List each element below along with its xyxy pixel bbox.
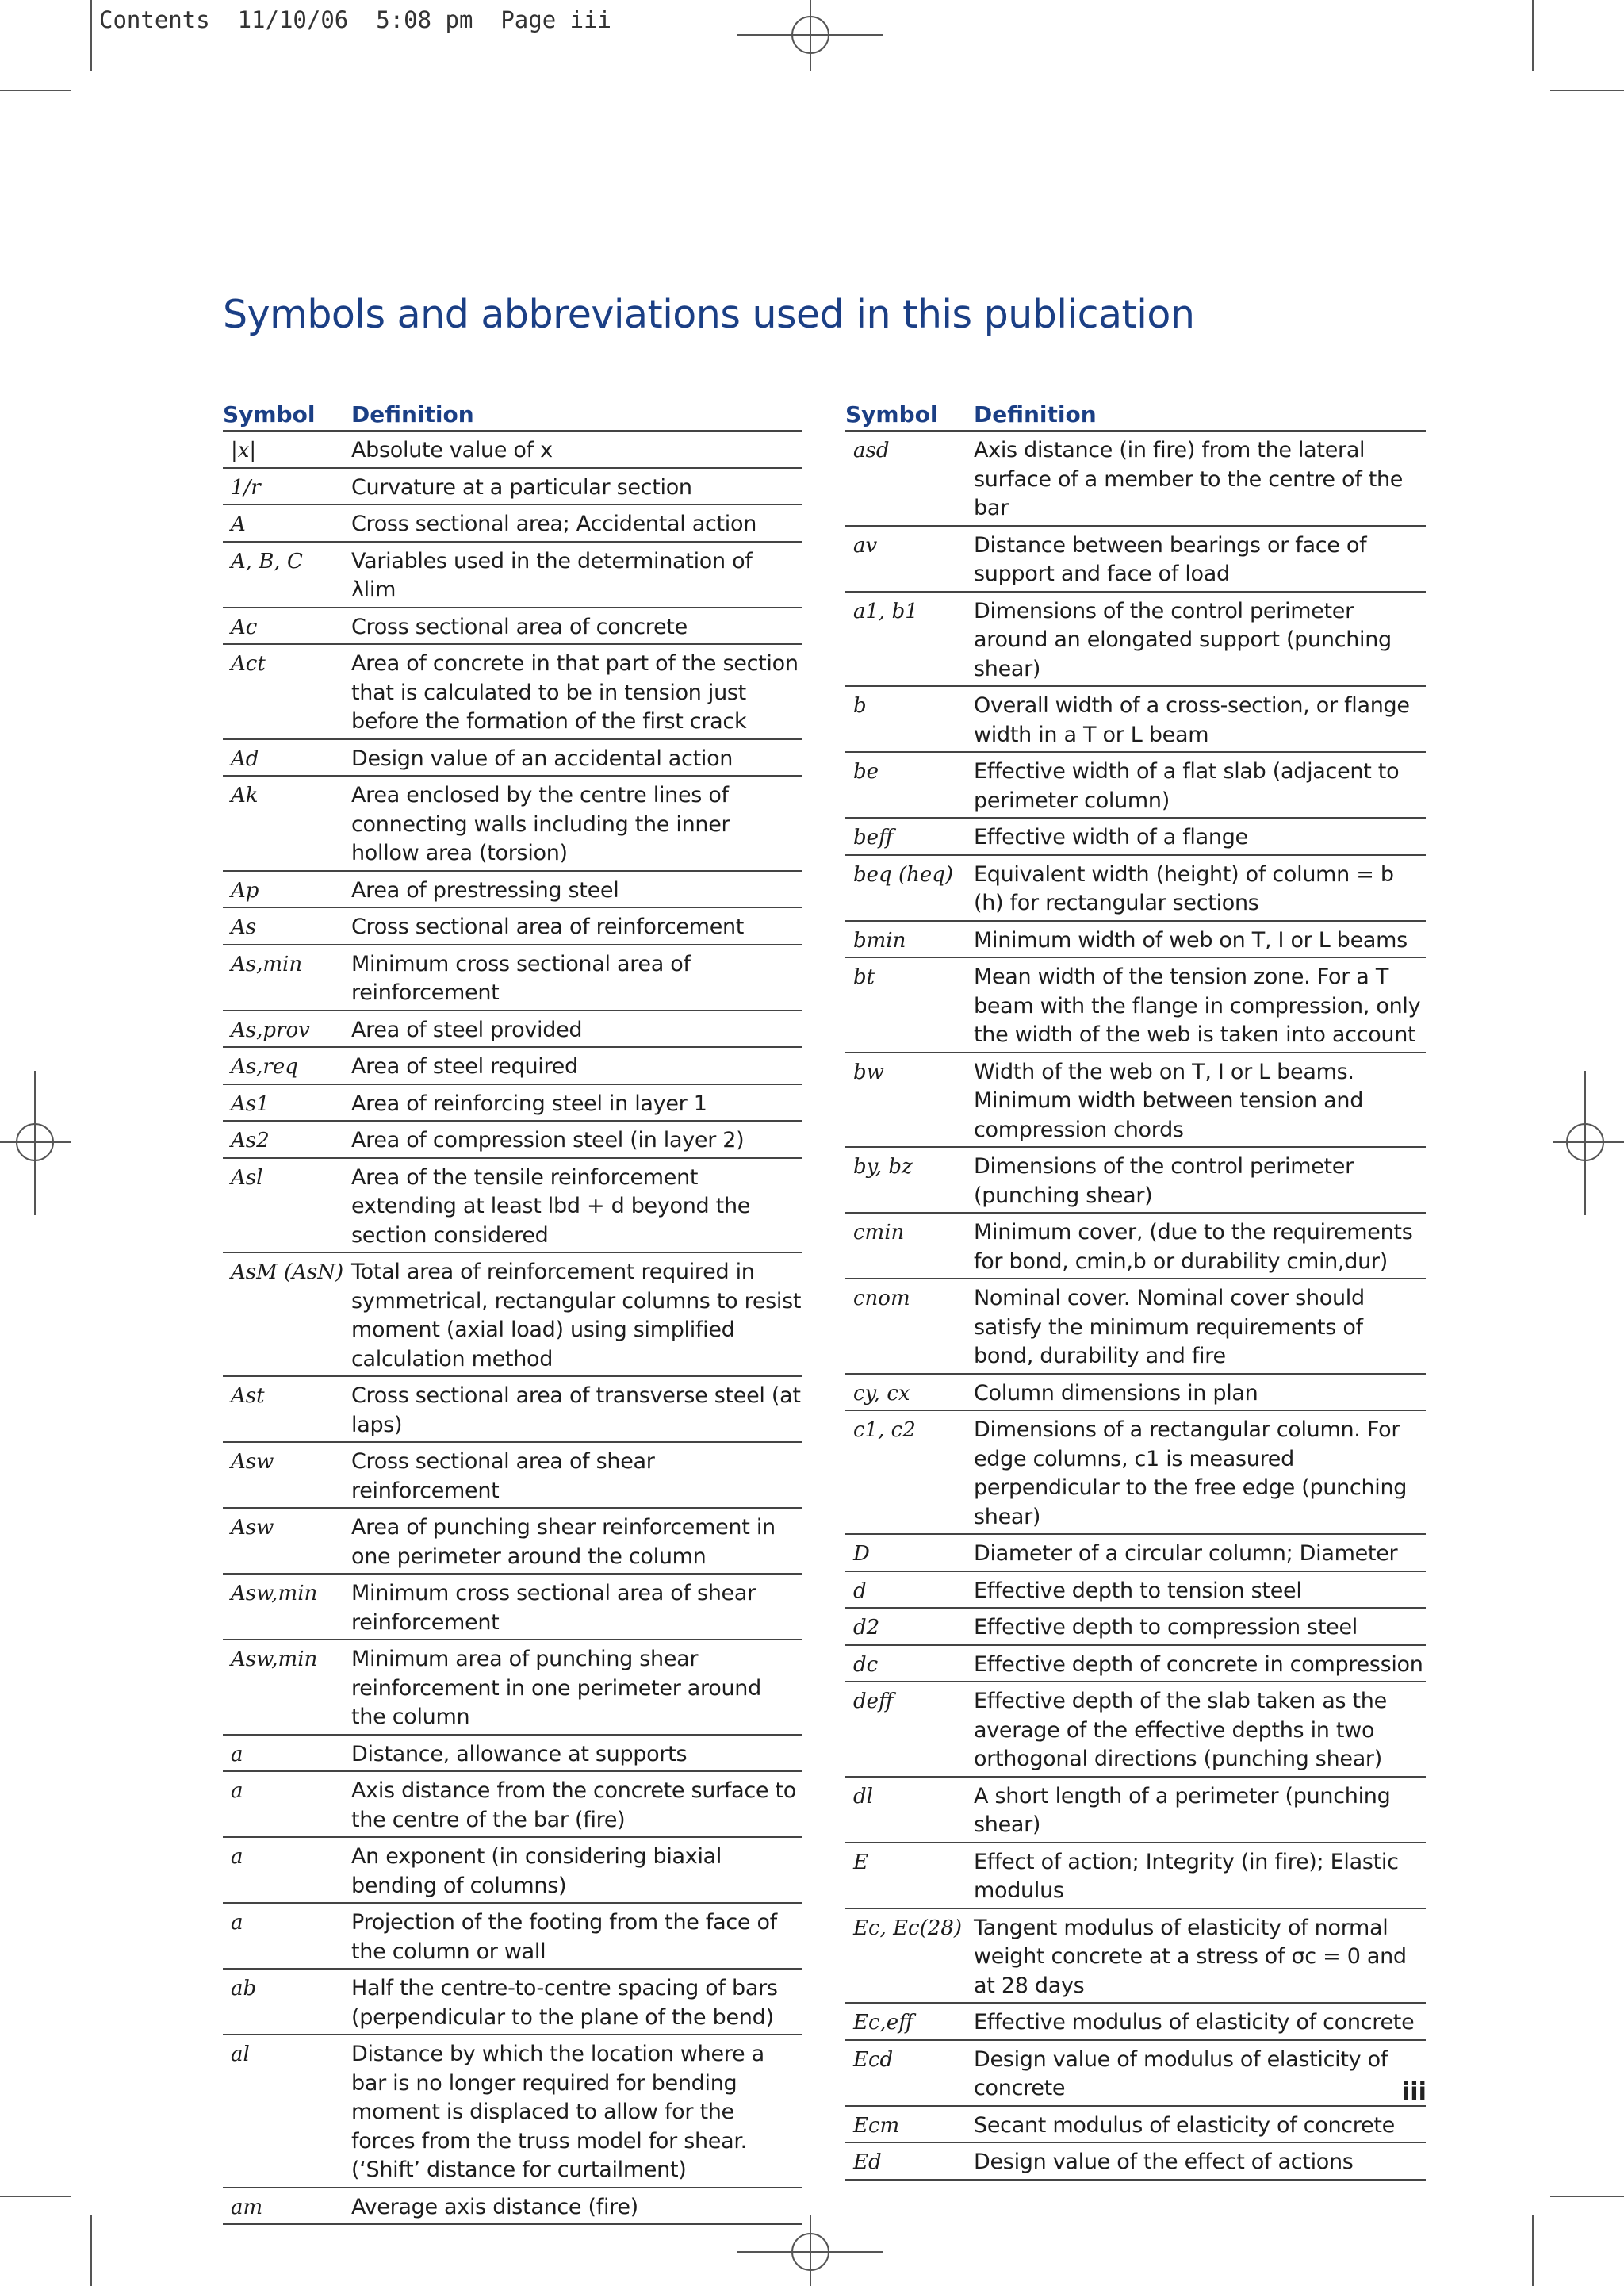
definition-cell: Area of concrete in that part of the section that is calculated to be in tension just before the formation of the first crack <box>351 651 799 734</box>
definition-cell: Area of reinforcing steel in layer 1 <box>351 1091 707 1116</box>
symbol-cell: A, B, C <box>231 549 303 573</box>
table-row <box>845 958 1426 1053</box>
table-header <box>223 400 802 432</box>
table-row <box>223 1443 802 1509</box>
table-row <box>223 1904 802 1970</box>
symbol-cell: a1, b1 <box>853 599 918 623</box>
definition-cell: Cross sectional area; Accidental action <box>351 512 757 536</box>
symbol-cell: As1 <box>231 1091 270 1116</box>
definition-cell: Cross sectional area of concrete <box>351 614 688 639</box>
table-body <box>845 432 1426 2181</box>
table-row <box>223 1640 802 1736</box>
symbol-cell: dl <box>853 1784 873 1808</box>
registration-mark <box>0 1141 71 1143</box>
table-row <box>845 1682 1426 1778</box>
definition-cell: Dimensions of the control perimeter (punching shear) <box>974 1154 1354 1208</box>
definition-cell: Average axis distance (fire) <box>351 2194 638 2219</box>
symbol-cell: c1, c2 <box>853 1418 916 1442</box>
table-row <box>223 1048 802 1085</box>
definition-cell: Effective width of a flat slab (adjacent to perimeter column) <box>974 759 1400 813</box>
table-row <box>845 2004 1426 2041</box>
definition-cell: Area of punching shear reinforcement in one perimeter around the column <box>351 1515 776 1569</box>
table-row <box>845 1909 1426 2004</box>
table-row <box>845 432 1426 527</box>
table-row <box>223 1736 802 1773</box>
symbol-cell: As,min <box>231 952 303 976</box>
symbol-cell: Ecm <box>853 2113 900 2138</box>
symbol-cell: Asl <box>231 1165 263 1190</box>
definition-cell: Area of steel provided <box>351 1017 583 1042</box>
symbol-cell: cmin <box>853 1221 905 1245</box>
table-row <box>845 1609 1426 1646</box>
definition-column-header: Definition <box>351 401 474 428</box>
symbol-cell: be <box>853 760 879 784</box>
definition-cell: Curvature at a particular section <box>351 474 692 500</box>
registration-mark <box>1553 1141 1624 1143</box>
symbol-cell: Act <box>231 652 266 676</box>
definition-cell: Effective depth to tension steel <box>974 1578 1302 1603</box>
table-row <box>223 1509 802 1575</box>
registration-mark <box>810 0 811 71</box>
table-row <box>845 1411 1426 1535</box>
definition-cell: Diameter of a circular column; Diameter <box>974 1541 1398 1566</box>
registration-mark <box>1584 1071 1586 1215</box>
symbols-table-left <box>223 400 802 2225</box>
symbol-cell: As <box>231 915 257 939</box>
symbol-cell: dc <box>853 1652 879 1677</box>
definition-cell: Axis distance (in fire) from the lateral surface of a member to the centre of the bar <box>974 438 1404 520</box>
symbol-cell: bt <box>853 965 875 989</box>
definition-cell: Cross sectional area of reinforcement <box>351 915 745 939</box>
table-row <box>223 608 802 646</box>
table-row <box>845 1214 1426 1279</box>
table-row <box>845 1148 1426 1214</box>
crop-mark <box>90 0 92 71</box>
definition-cell: Effective modulus of elasticity of concrete <box>974 2010 1415 2035</box>
definition-cell: Effective depth of the slab taken as the average of the effective depths in two orthogonal directions (punching shear) <box>974 1689 1387 1771</box>
definition-cell: Distance by which the location where a bar is no longer required for bending moment is displaced to allow for the forces from the truss model for shear. (‘Shift’ distance for curtailment) <box>351 2042 764 2182</box>
crop-mark <box>1550 90 1624 91</box>
definition-cell: Effect of action; Integrity (in fire); Elastic modulus <box>974 1849 1399 1903</box>
definition-cell: Minimum area of punching shear reinforcement in one perimeter around the column <box>351 1647 761 1729</box>
page-number: iii <box>1402 2078 1427 2106</box>
crop-mark <box>0 2196 71 2197</box>
print-slug: Contents 11/10/06 5:08 pm Page iii <box>99 6 612 33</box>
symbol-column-header: Symbol <box>223 401 316 428</box>
symbol-cell: av <box>853 533 878 558</box>
symbol-cell: bmin <box>853 928 906 953</box>
symbol-cell: Asw <box>231 1450 274 1474</box>
symbol-cell: bw <box>853 1060 884 1084</box>
symbol-cell: d <box>853 1578 867 1603</box>
table-row <box>223 1253 802 1377</box>
definition-cell: Effective depth to compression steel <box>974 1615 1358 1640</box>
table-row <box>223 872 802 909</box>
definition-cell: Cross sectional area of shear reinforcement <box>351 1449 655 1503</box>
table-row <box>845 1279 1426 1375</box>
table-row <box>845 856 1426 922</box>
table-row <box>223 1085 802 1122</box>
page-title: Symbols and abbreviations used in this publication <box>223 292 1195 337</box>
definition-cell: Area of steel required <box>351 1054 578 1079</box>
definition-cell: Absolute value of x <box>351 438 553 462</box>
definition-cell: Overall width of a cross-section, or flange width in a T or L beam <box>974 693 1410 747</box>
symbol-cell: a <box>231 1845 243 1869</box>
definition-cell: Distance between bearings or face of support and face of load <box>974 532 1367 586</box>
symbol-cell: Ecd <box>853 2047 894 2072</box>
table-row <box>845 2041 1426 2107</box>
definition-cell: Equivalent width (height) of column = b (h) for rectangular sections <box>974 861 1394 915</box>
definition-cell: Area of compression steel (in layer 2) <box>351 1128 745 1153</box>
table-row <box>845 593 1426 688</box>
definition-cell: Area of the tensile reinforcement extending at least lbd + d beyond the section considered <box>351 1164 751 1248</box>
symbol-cell: b <box>853 694 867 718</box>
definition-cell: Minimum cross sectional area of reinforcement <box>351 951 691 1005</box>
definition-cell: Distance, allowance at supports <box>351 1741 688 1766</box>
symbol-cell: asd <box>853 439 890 462</box>
symbol-cell: Ak <box>231 784 259 807</box>
table-row <box>845 1375 1426 1412</box>
symbol-cell: beff <box>853 826 894 850</box>
symbol-cell: deff <box>853 1690 894 1713</box>
table-row <box>223 777 802 872</box>
definition-cell: Tangent modulus of elasticity of normal weight concrete at a stress of σc = 0 and at 28 days <box>974 1915 1407 1998</box>
definition-cell: Area of prestressing steel <box>351 877 619 903</box>
crop-mark <box>0 90 71 91</box>
table-row <box>845 753 1426 819</box>
table-row <box>223 1122 802 1159</box>
table-row <box>223 1159 802 1254</box>
definition-cell: Cross sectional area of transverse steel (at laps) <box>351 1383 801 1437</box>
symbol-cell: Asw,min <box>231 1582 318 1605</box>
definition-cell: Half the centre-to-centre spacing of bars (perpendicular to the plane of the bend) <box>351 1976 778 2030</box>
table-body <box>223 432 802 2225</box>
definition-column-header: Definition <box>974 401 1097 428</box>
table-row <box>845 1646 1426 1683</box>
table-row <box>845 819 1426 856</box>
table-row <box>845 1535 1426 1572</box>
crop-mark <box>1550 2196 1624 2197</box>
table-row <box>223 1970 802 2035</box>
symbol-cell: As,prov <box>231 1018 310 1042</box>
definition-cell: Dimensions of a rectangular column. For edge columns, c1 is measured perpendicular to the free edge (punching shear) <box>974 1417 1408 1529</box>
registration-mark <box>34 1071 36 1215</box>
symbol-cell: am <box>231 2195 263 2219</box>
symbol-cell: Ec, Ec(28) <box>853 1916 962 1940</box>
definition-cell: Projection of the footing from the face of the column or wall <box>351 1910 777 1964</box>
symbol-cell: As2 <box>231 1129 270 1153</box>
symbol-cell: a <box>231 1742 243 1766</box>
definition-cell: Area enclosed by the centre lines of connecting walls including the inner hollow area (torsion) <box>351 783 730 865</box>
table-row <box>223 645 802 740</box>
symbol-cell: As,req <box>231 1055 298 1079</box>
symbol-cell: Ac <box>231 615 258 639</box>
symbol-cell: AsM (AsN) <box>231 1260 344 1284</box>
table-row <box>223 908 802 945</box>
symbol-cell: Ed <box>853 2150 882 2174</box>
definition-cell: Column dimensions in plan <box>974 1380 1258 1406</box>
table-row <box>223 1011 802 1049</box>
table-row <box>845 2143 1426 2181</box>
symbol-cell: cnom <box>853 1287 910 1310</box>
table-row <box>845 1778 1426 1843</box>
symbol-cell: Asw,min <box>231 1647 318 1671</box>
symbol-column-header: Symbol <box>845 401 938 428</box>
table-row <box>845 1053 1426 1149</box>
table-row <box>845 922 1426 959</box>
table-row <box>223 543 802 608</box>
symbol-cell: Ad <box>231 746 259 771</box>
definition-cell: Total area of reinforcement required in symmetrical, rectangular columns to resist moment (axial load) using simplified calculation method <box>351 1260 802 1371</box>
registration-mark <box>810 2215 811 2286</box>
symbol-cell: ab <box>231 1977 257 2000</box>
table-row <box>223 2188 802 2226</box>
table-row <box>223 1838 802 1904</box>
table-row <box>845 2107 1426 2144</box>
symbol-cell: Ast <box>231 1384 265 1408</box>
symbol-cell: a <box>231 1911 243 1935</box>
symbol-cell: cy, cx <box>853 1381 910 1406</box>
symbol-cell: D <box>853 1542 870 1566</box>
definition-cell: Design value of modulus of elasticity of concrete <box>974 2046 1388 2100</box>
table-row <box>223 1575 802 1640</box>
definition-cell: Width of the web on T, I or L beams. Minimum width between tension and compression chords <box>974 1059 1364 1142</box>
symbol-cell: A <box>231 512 246 536</box>
definition-cell: A short length of a perimeter (punching shear) <box>974 1783 1391 1837</box>
table-row <box>223 740 802 777</box>
table-row <box>223 1772 802 1838</box>
definition-cell: Variables used in the determination of λlim <box>351 548 753 602</box>
definition-cell: Minimum cross sectional area of shear reinforcement <box>351 1581 756 1635</box>
table-row <box>223 1377 802 1443</box>
definition-cell: Dimensions of the control perimeter around an elongated support (punching shear) <box>974 598 1392 681</box>
symbol-cell: by, bz <box>853 1155 913 1179</box>
table-row <box>223 432 802 469</box>
symbol-cell: 1/r <box>231 475 261 500</box>
table-header <box>845 400 1426 432</box>
symbol-cell: a <box>231 1779 243 1803</box>
table-row <box>223 945 802 1011</box>
symbol-cell: |x| <box>231 439 257 462</box>
definition-cell: Effective depth of concrete in compression <box>974 1651 1423 1677</box>
symbol-cell: al <box>231 2042 250 2066</box>
crop-mark <box>1532 0 1534 71</box>
symbol-cell: Asw <box>231 1516 274 1540</box>
definition-cell: Effective width of a flange <box>974 825 1248 850</box>
definition-cell: Axis distance from the concrete surface to the centre of the bar (fire) <box>351 1778 796 1832</box>
definition-cell: Nominal cover. Nominal cover should satisfy the minimum requirements of bond, durability and fire <box>974 1286 1365 1368</box>
symbols-table-right <box>845 400 1426 2181</box>
symbol-cell: E <box>853 1850 868 1874</box>
table-row <box>845 687 1426 753</box>
definition-cell: Minimum width of web on T, I or L beams <box>974 927 1408 953</box>
crop-mark <box>1532 2215 1534 2286</box>
table-row <box>223 2035 802 2188</box>
symbol-cell: Ap <box>231 878 259 903</box>
crop-mark <box>90 2215 92 2286</box>
table-row <box>223 469 802 506</box>
definition-cell: Minimum cover, (due to the requirements for bond, cmin,b or durability cmin,dur) <box>974 1220 1413 1274</box>
symbol-cell: beq (heq) <box>853 862 954 887</box>
symbol-cell: d2 <box>853 1616 880 1640</box>
definition-cell: An exponent (in considering biaxial bending of columns) <box>351 1844 722 1898</box>
table-row <box>845 1572 1426 1609</box>
definition-cell: Mean width of the tension zone. For a T beam with the flange in compression, only the width of the web is taken into account <box>974 965 1421 1047</box>
table-row <box>845 1843 1426 1909</box>
definition-cell: Secant modulus of elasticity of concrete <box>974 2112 1395 2138</box>
definition-cell: Design value of an accidental action <box>351 746 733 771</box>
table-row <box>845 527 1426 593</box>
table-row <box>223 505 802 543</box>
symbol-cell: Ec,eff <box>853 2011 914 2035</box>
definition-cell: Design value of the effect of actions <box>974 2150 1354 2174</box>
